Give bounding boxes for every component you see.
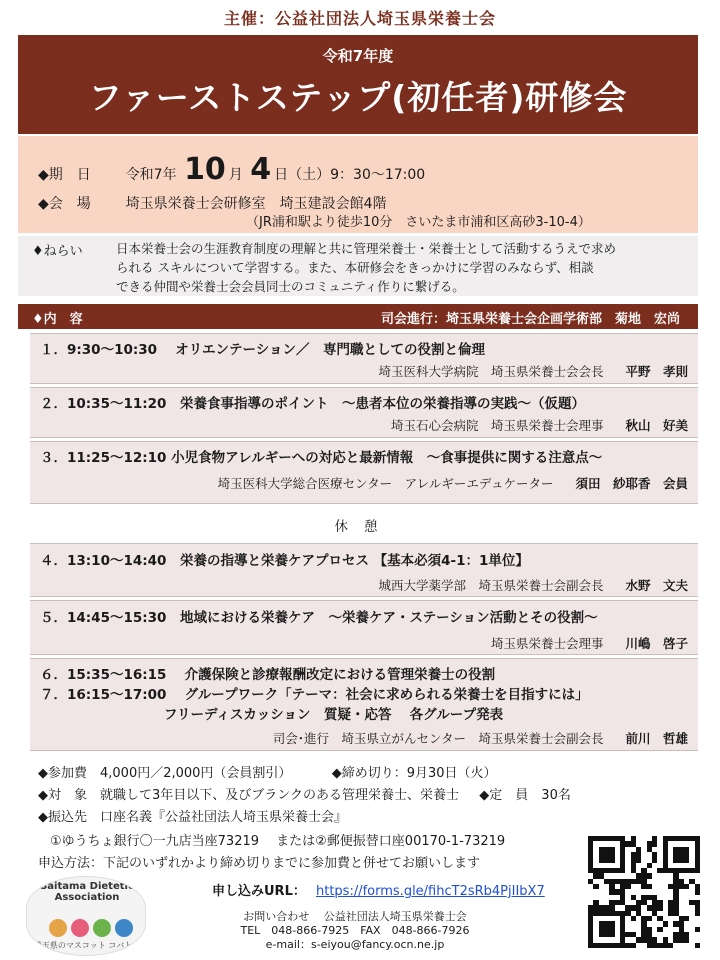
session-title: ３．11:25～12:10 小児食物アレルギーへの対応と最新情報 ～食事提供に関する注意点～	[40, 450, 603, 466]
session-item	[30, 658, 698, 751]
session-title: １．9:30～10:30 オリエンテーション／ 専門職としての役割と倫理	[40, 342, 485, 358]
session-title: ７．16:15～17:00 グループワーク「テーマ：社会に求められる栄養士を目指すには」	[40, 687, 589, 703]
mascot-figure-icon	[93, 919, 111, 937]
apply-url-line	[212, 880, 545, 899]
content-label: ♦内 容	[32, 312, 83, 327]
accounts-line: ①ゆうちょ銀行〇一九店当座73219 または②郵便振替口座00170-1-73219	[50, 834, 506, 849]
aim-text	[116, 239, 688, 296]
contact-block	[180, 910, 530, 952]
apply-label: 申し込みURL：	[212, 884, 306, 899]
speaker-affiliation: 埼玉医科大学病院 埼玉県栄養士会会長	[378, 364, 604, 379]
break-label: 休憩	[334, 519, 394, 535]
moderator: 司会進行：埼玉県栄養士会企画学術部 菊地 宏尚	[380, 312, 680, 327]
date-month-unit: 月	[228, 167, 243, 183]
speaker-affiliation: 司会･進行 埼玉県立がんセンター 埼玉県栄養士会副会長	[272, 731, 604, 746]
fiscal-year: 令和7年度	[322, 47, 394, 65]
deadline: ◆締め切り：9月30日（火）	[331, 766, 497, 781]
content-header-bar	[18, 304, 698, 329]
date-prefix: 令和7年	[125, 167, 177, 183]
session-title: ５．14:45～15:30 地域における栄養ケア ～栄養ケア・ステーション活動とその役割～	[40, 610, 598, 626]
speaker-name: 須田 紗耶香 会員	[575, 476, 688, 491]
aim-box	[18, 236, 698, 296]
speaker-affiliation: 埼玉石心会病院 埼玉県栄養士会理事	[390, 418, 604, 433]
session-title: ２．10:35～11:20 栄養食事指導のポイント ～患者本位の栄養指導の実践～（仮題）	[40, 396, 585, 412]
venue-row	[38, 193, 387, 213]
mascot-figure-icon	[71, 919, 89, 937]
contact-org: お問い合わせ 公益社団法人埼玉県栄養士会	[243, 910, 467, 923]
session-item	[30, 543, 698, 597]
target-line	[38, 784, 571, 803]
mascot-figure-icon	[49, 919, 67, 937]
speaker-affiliation: 埼玉医科大学総合医療センター アレルギーエデュケーター	[217, 476, 554, 491]
date-label: ◆期 日	[38, 167, 91, 183]
session-title: ６．15:35～16:15 介護保険と診療報酬改定における管理栄養士の役割	[40, 667, 496, 683]
session-title: ４．13:10～14:40 栄養の指導と栄養ケアプロセス 【基本必須4-1：1単位】	[40, 553, 529, 569]
fee-line	[38, 762, 497, 781]
aim-label: ♦ねらい	[32, 244, 83, 259]
target: ◆対 象 就職して3年目以下、及びブランクのある管理栄養士、栄養士	[38, 788, 460, 803]
session-speaker	[218, 474, 688, 492]
title-banner	[18, 35, 698, 134]
page-title: ファーストステップ(初任者)研修会	[88, 78, 628, 117]
speaker-affiliation: 埼玉県栄養士会理事	[490, 636, 604, 651]
mascot-figure-icon	[115, 919, 133, 937]
venue-label: ◆会 場	[38, 196, 91, 212]
session-speaker	[273, 729, 688, 747]
session-subtitle: フリーディスカッション 質疑・応答 各グループ発表	[164, 707, 504, 723]
speaker-affiliation: 城西大学薬学部 埼玉県栄養士会副会長	[378, 578, 604, 593]
fee: ◆参加費 4,000円／2,000円（会員割引）	[38, 766, 292, 781]
logo-text: Saitama Dietetic Association	[40, 881, 134, 903]
session-item	[30, 600, 698, 655]
event-info-box	[18, 136, 698, 233]
session-speaker	[491, 634, 688, 652]
aim-line: できる仲間や栄養士会会員同士のコミュニティ作りに繋げる。	[116, 279, 465, 294]
contact-email: e-mail：s-eiyou@fancy.ocn.ne.jp	[265, 938, 445, 951]
qr-code-icon[interactable]	[588, 836, 700, 948]
aim-line: られる スキルについて学習する。また、本研修会をきっかけに学習のみならず、相談	[116, 260, 594, 275]
transfer-line: ◆振込先 口座名義『公益社団法人埼玉県栄養士会』	[38, 810, 347, 825]
association-logo	[26, 876, 146, 956]
session-item	[30, 387, 698, 438]
session-speaker	[378, 576, 688, 594]
session-item	[30, 333, 698, 384]
session-item	[30, 441, 698, 504]
speaker-name: 川嶋 啓子	[625, 636, 688, 651]
apply-url-link[interactable]: https://forms.gle/fihcT2sRb4PjIIbX7	[316, 884, 545, 899]
venue-note: （JR浦和駅より徒歩10分 さいたま市浦和区高砂3-10-4）	[246, 215, 591, 230]
venue-name: 埼玉県栄養士会研修室 埼玉建設会館4階	[125, 196, 387, 212]
speaker-name: 水野 文夫	[625, 578, 688, 593]
mascot-caption: 埼玉県のマスコット コバトン	[33, 941, 141, 950]
date-suffix: 日（土）9：30～17:00	[274, 167, 426, 183]
contact-phone: TEL 048-866-7925 FAX 048-866-7926	[240, 924, 470, 937]
date-row	[38, 152, 425, 187]
session-speaker	[378, 362, 688, 380]
method-line: 申込方法：下記のいずれかより締め切りまでに参加費と併せてお願いします	[38, 856, 481, 871]
date-day: 4	[250, 152, 272, 187]
speaker-name: 秋山 好美	[625, 418, 688, 433]
organizer-line: 主催：公益社団法人埼玉県栄養士会	[223, 9, 496, 28]
speaker-name: 前川 哲雄	[625, 731, 688, 746]
speaker-name: 平野 孝則	[625, 364, 688, 379]
date-month: 10	[184, 152, 226, 187]
capacity: ◆定 員 30名	[479, 788, 571, 803]
aim-line: 日本栄養士会の生涯教育制度の理解と共に管理栄養士・栄養士として活動するうえで求め	[116, 241, 617, 256]
session-speaker	[391, 416, 688, 434]
